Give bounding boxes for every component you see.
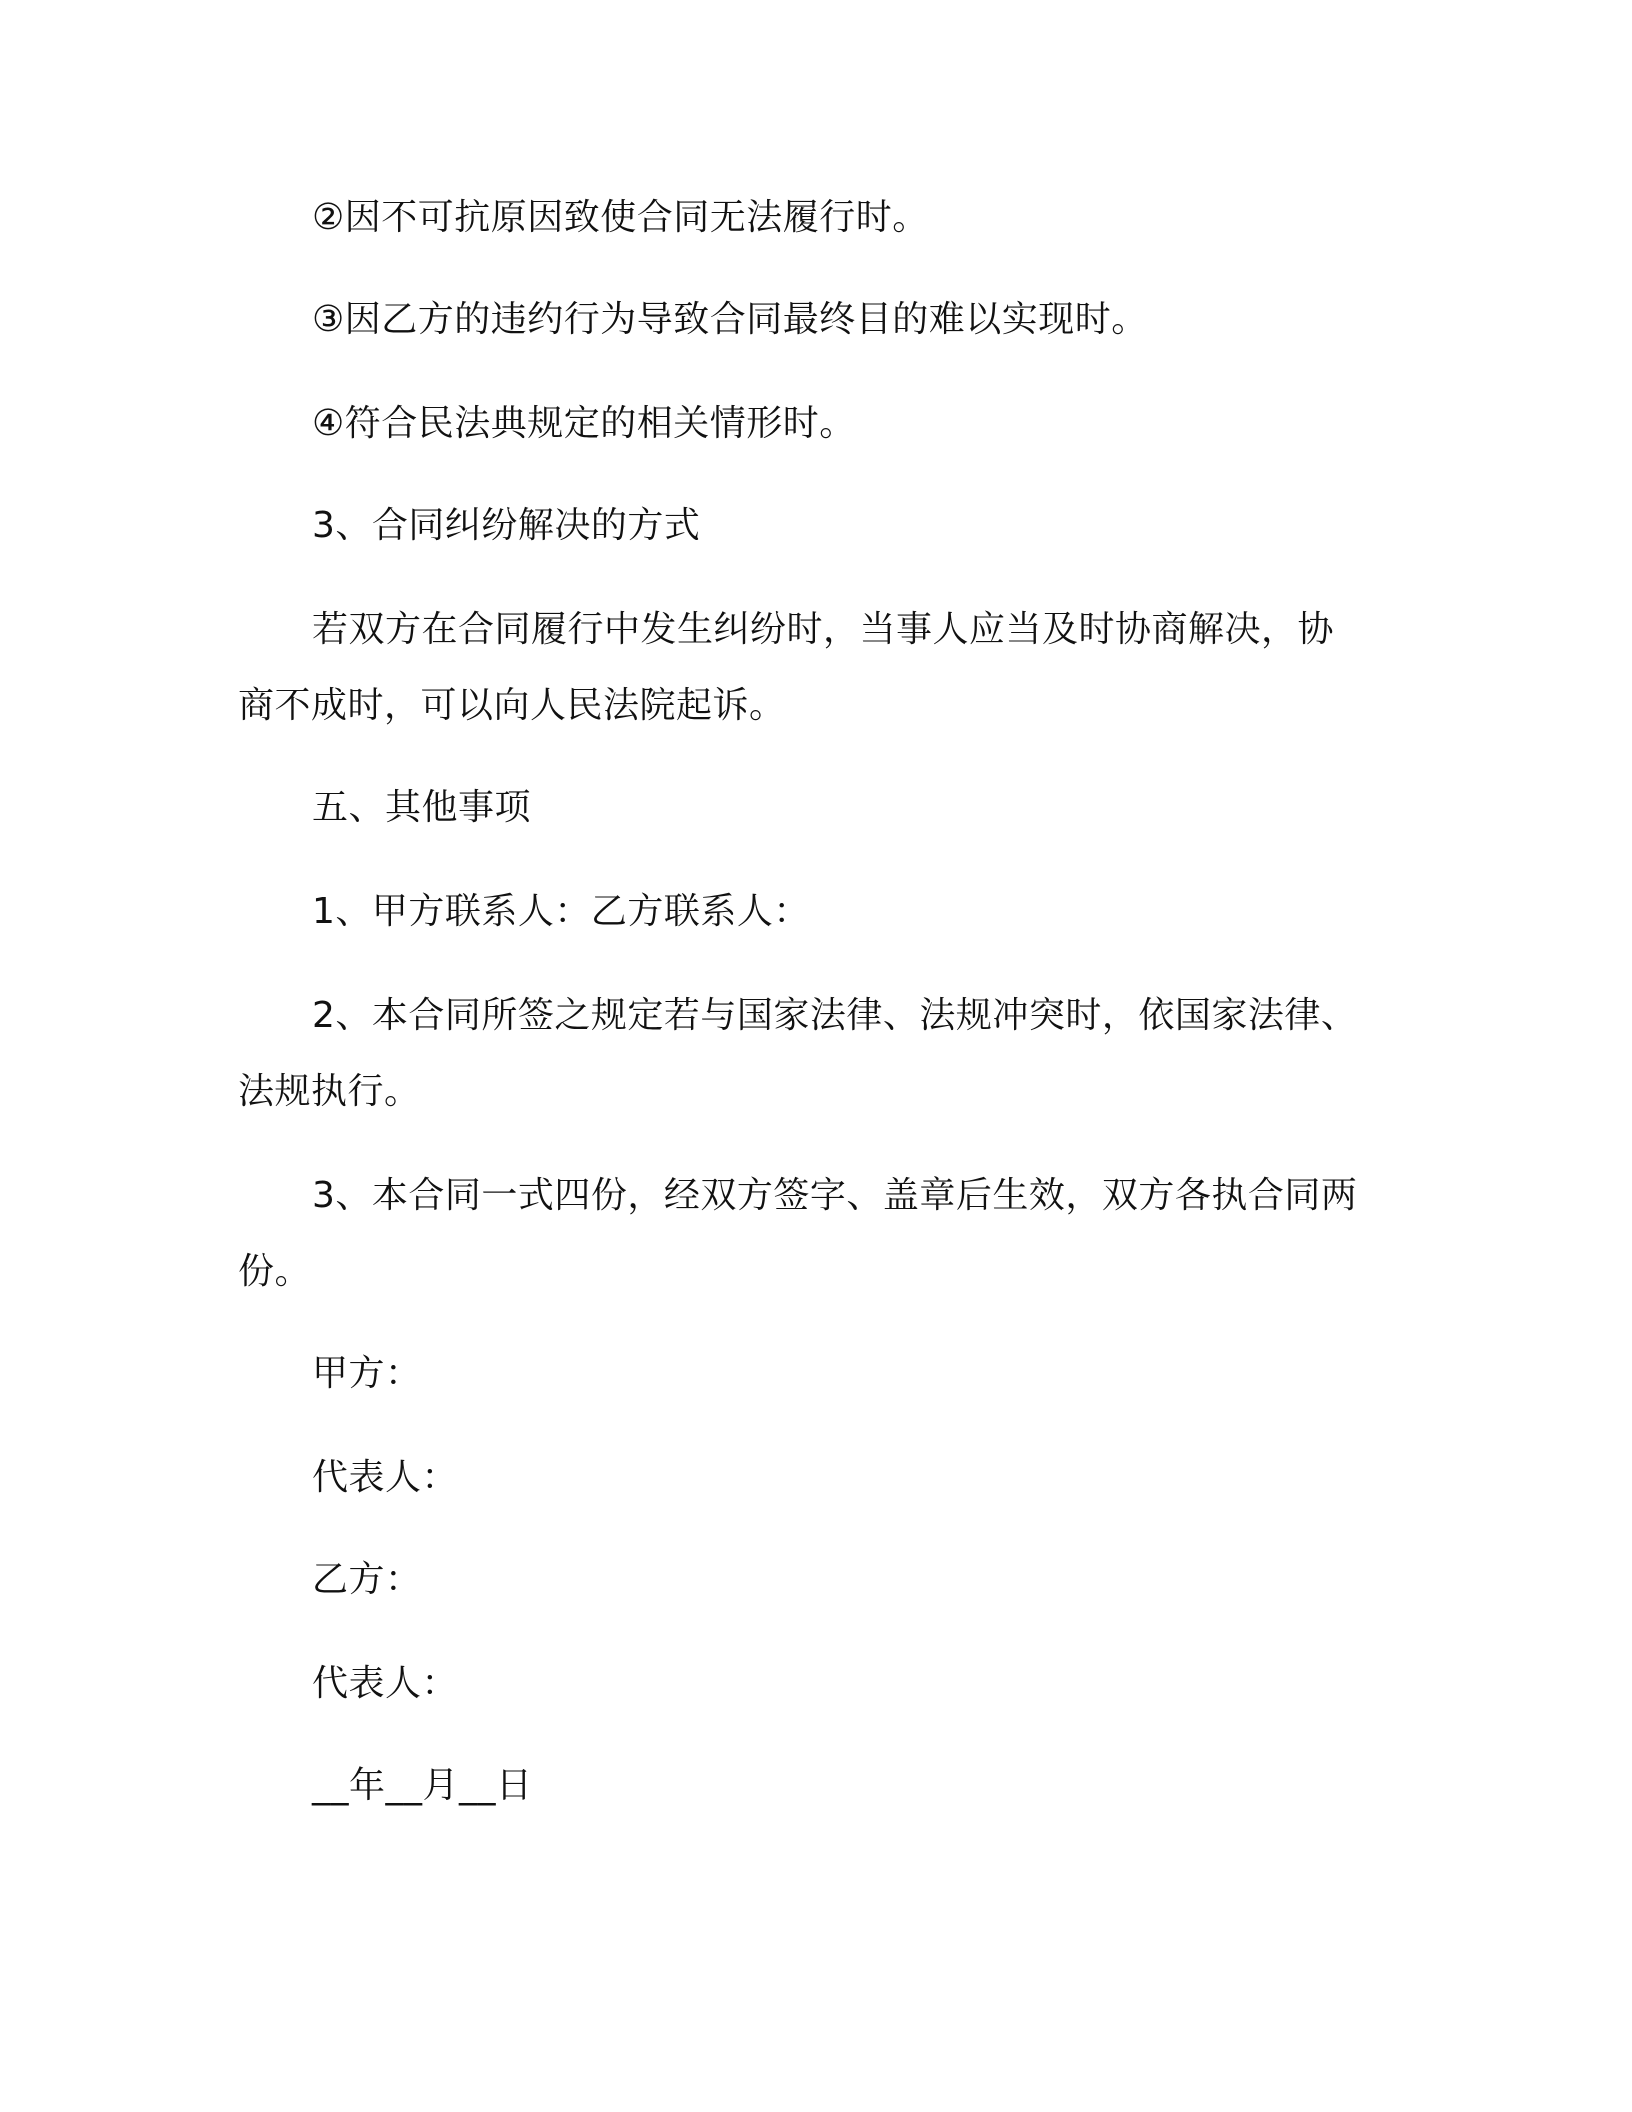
termination-item-3: ③因乙方的违约行为导致合同最终目的难以实现时。 xyxy=(312,299,1148,340)
party-b-label: 乙方： xyxy=(312,1559,422,1600)
termination-item-2: ②因不可抗原因致使合同无法履行时。 xyxy=(312,197,929,238)
other-item-1: 1、甲方联系人：乙方联系人： xyxy=(312,891,810,932)
dispute-text-line1: 若双方在合同履行中发生纠纷时，当事人应当及时协商解决，协 xyxy=(312,609,1335,650)
party-a-label: 甲方： xyxy=(312,1353,422,1394)
dispute-text-line2: 商不成时，可以向人民法院起诉。 xyxy=(238,685,786,726)
representative-a-label: 代表人： xyxy=(312,1457,459,1498)
representative-b-label: 代表人： xyxy=(312,1663,459,1704)
other-item-3-line2: 份。 xyxy=(238,1251,312,1292)
other-item-2-line1: 2、本合同所签之规定若与国家法律、法规冲突时，依国家法律、 xyxy=(312,995,1358,1036)
date-line: __年__月__日 xyxy=(312,1765,533,1806)
termination-item-4: ④符合民法典规定的相关情形时。 xyxy=(312,403,856,444)
dispute-heading: 3、合同纠纷解决的方式 xyxy=(312,505,701,546)
other-item-3-line1: 3、本合同一式四份，经双方签字、盖章后生效，双方各执合同两 xyxy=(312,1175,1358,1216)
other-item-2-line2: 法规执行。 xyxy=(238,1071,421,1112)
section-five-heading: 五、其他事项 xyxy=(312,787,532,828)
